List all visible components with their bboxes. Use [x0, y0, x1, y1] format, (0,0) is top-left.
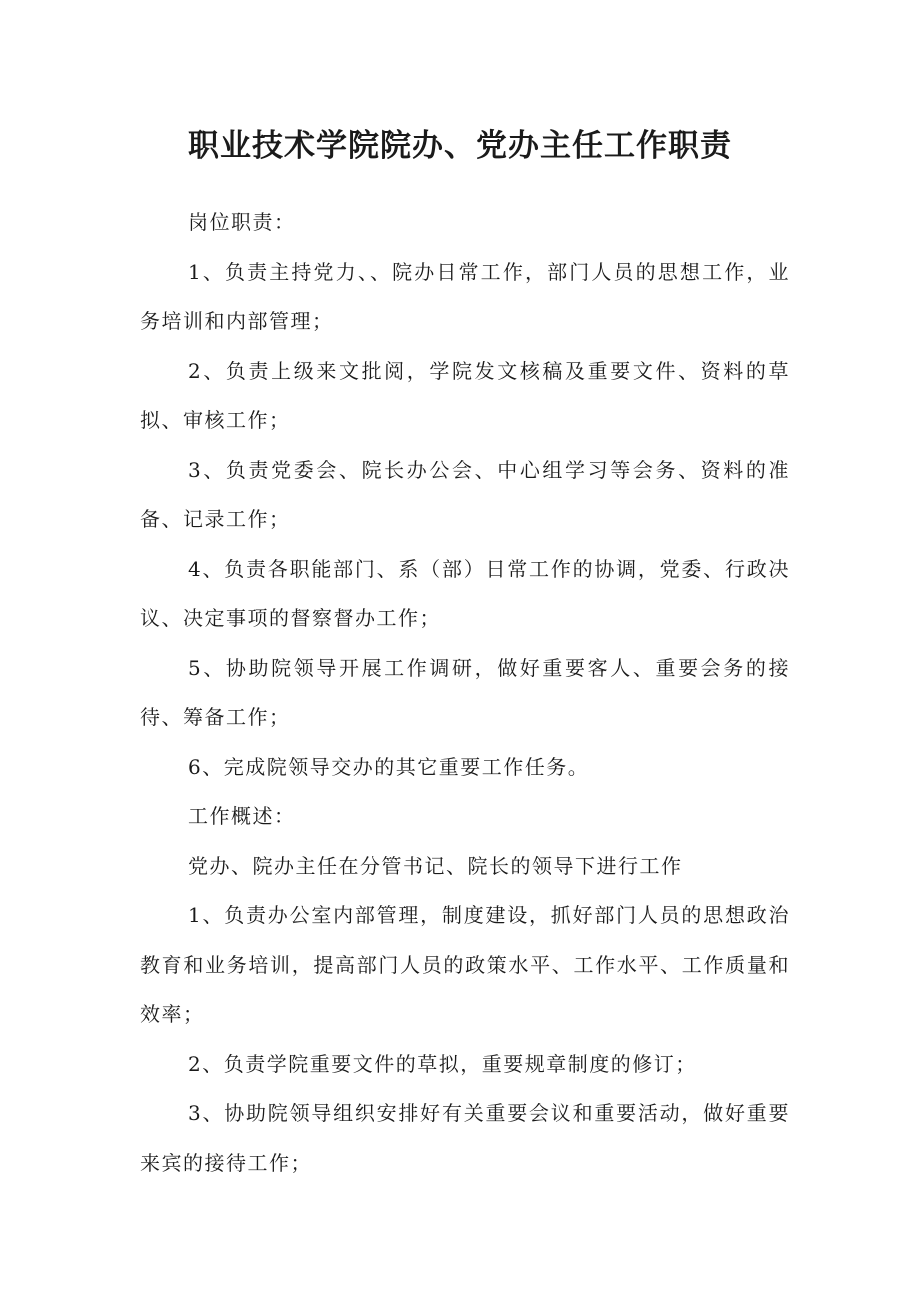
overview-item-3: 3、协助院领导组织安排好有关重要会议和重要活动，做好重要来宾的接待工作； — [140, 1101, 790, 1175]
overview-intro: 党办、院办主任在分管书记、院长的领导下进行工作 — [188, 853, 683, 878]
section-heading-duties: 岗位职责： — [188, 210, 296, 234]
duty-item-2: 2、负责上级来文批阅，学院发文核稿及重要文件、资料的草拟、审核工作； — [140, 358, 790, 432]
section-heading-overview: 工作概述： — [188, 804, 296, 828]
overview-item-2: 2、负责学院重要文件的草拟，重要规章制度的修订； — [188, 1051, 697, 1076]
duty-item-6: 6、完成院领导交办的其它重要工作任务。 — [188, 754, 590, 779]
document-title: 职业技术学院院办、党办主任工作职责 — [188, 128, 732, 164]
duty-item-3: 3、负责党委会、院长办公会、中心组学习等会务、资料的准备、记录工作； — [140, 457, 790, 531]
duty-item-4: 4、负责各职能部门、系（部）日常工作的协调，党委、行政决议、决定事项的督察督办工作； — [140, 556, 790, 630]
document-body — [140, 198, 790, 1188]
duty-item-1: 1、负责主持党力、、院办日常工作，部门人员的思想工作，业务培训和内部管理； — [140, 259, 790, 333]
duty-item-5: 5、协助院领导开展工作调研，做好重要客人、重要会务的接待、筹备工作； — [140, 655, 790, 729]
overview-item-1: 1、负责办公室内部管理，制度建设，抓好部门人员的思想政治教育和业务培训，提高部门人员的政策水平、工作水平、工作质量和效率； — [140, 903, 790, 1026]
